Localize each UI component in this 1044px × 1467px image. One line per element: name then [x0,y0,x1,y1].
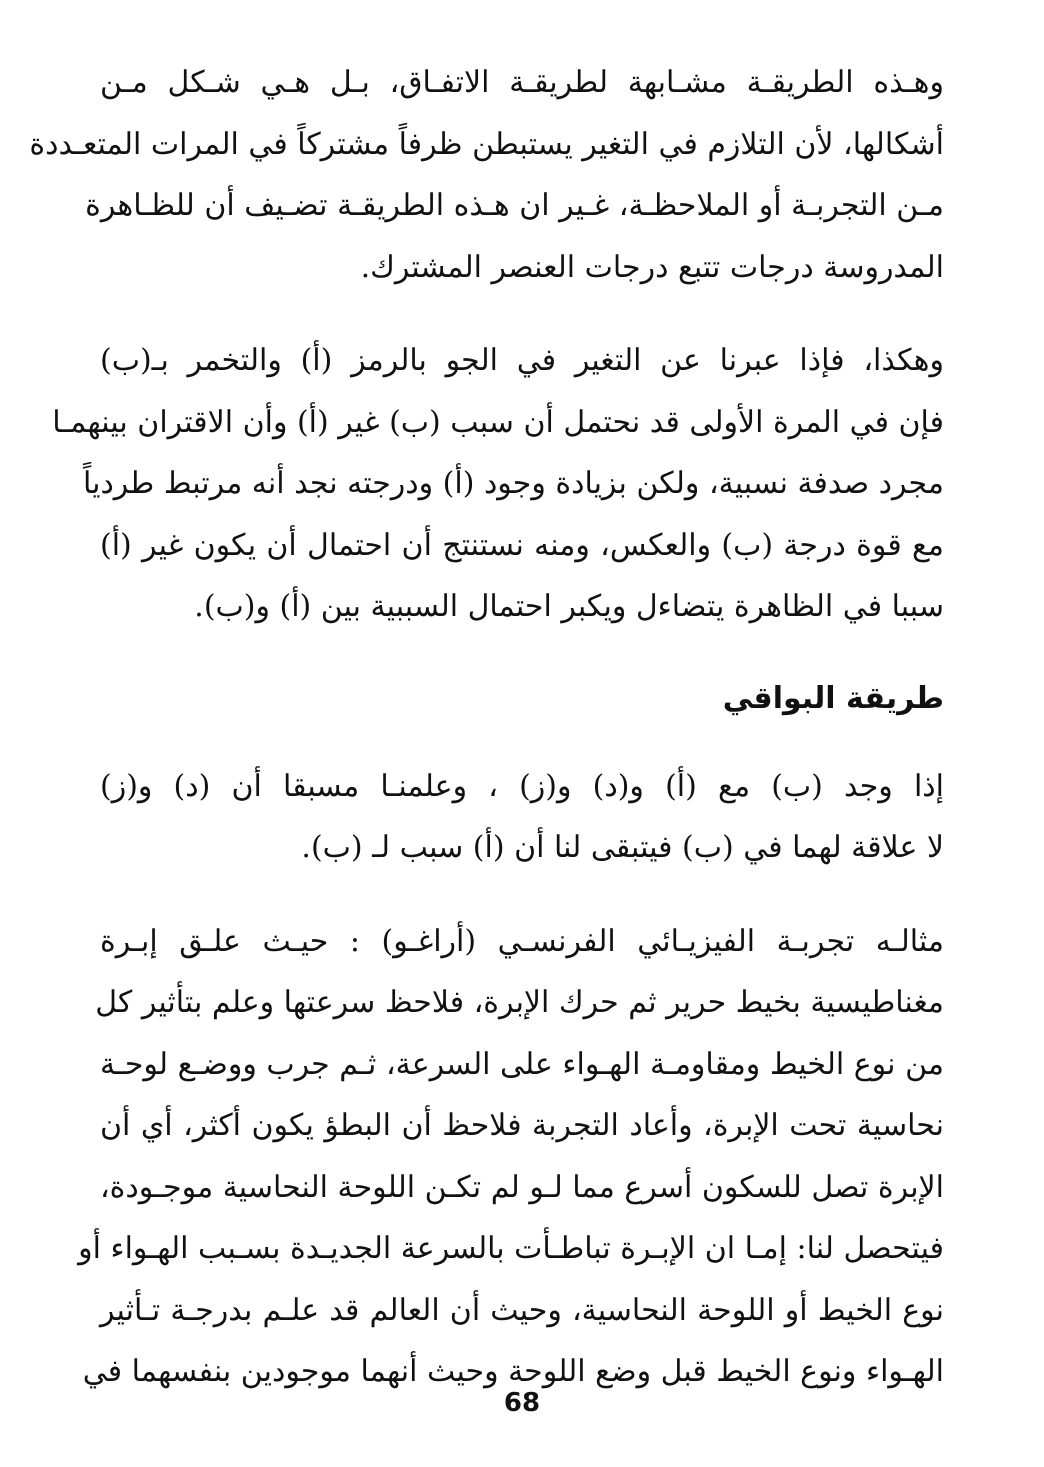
paragraph-arago-experiment [78,911,944,1403]
text-line: فيتحصل لنا: إمـا ان الإبـرة تباطـأت بالسرعة الجديـدة بسـبب الهـواء أو [78,1231,944,1266]
text-line: وهـذه الطريقـة مشـابهة لطريقـة الاتفـاق، بـل هـي شـكل مـن [100,65,944,100]
text-line: مثالـه تجربـة الفيزيـائي الفرنسـي (أراغـو) : حيـث علـق إبـرة [100,923,944,959]
text-line: المدروسة درجات تتبع درجات العنصر المشترك. [360,249,944,285]
text-line: مع قوة درجة (ب) والعكس، ومنه نستنتج أن احتمال أن يكون غير (أ) [100,527,944,563]
page-number: 68 [503,1388,541,1418]
text-line: فإن في المرة الأولى قد نحتمل أن سبب (ب) غير (أ) وأن الاقتران بينهمـا [52,404,944,440]
text-line: لا علاقة لهما في (ب) فيتبقى لنا أن (أ) سبب لـ (ب). [301,830,944,865]
paragraph-example-symbols [52,330,944,638]
text-line: وهكذا، فإذا عبرنا عن التغير في الجو بالرمز (أ) والتخمر بـ(ب) [100,343,944,378]
page-body [29,52,944,1403]
paragraph-concomitant-variation [29,52,944,298]
section-heading: طريقة البواقي [722,680,944,716]
paragraph-method-of-residues [100,756,944,879]
text-line: نوع الخيط أو اللوحة النحاسية، وحيث أن العالم قد علـم بدرجـة تـأثير [100,1292,944,1328]
text-line: من نوع الخيط ومقاومـة الهـواء على السرعة، ثـم جرب ووضـع لوحـة [100,1046,944,1082]
text-line: مـن التجربـة أو الملاحظـة، غـير ان هـذه الطريقـة تضـيف أن للظـاهرة [85,188,944,223]
text-line: أشكالها، لأن التلازم في التغير يستبطن ظرفاً مشتركاً في المرات المتعـددة [29,126,944,162]
text-line: الإبرة تصل للسكون أسرع مما لـو لم تكـن اللوحة النحاسية موجـودة، [100,1169,944,1205]
text-line: نحاسية تحت الإبرة، وأعاد التجربة فلاحظ أن البطؤ يكون أكثر، أي أن [100,1108,944,1143]
text-line: الهـواء ونوع الخيط قبل وضع اللوحة وحيث أنهما موجودين بنفسهما في [82,1354,944,1389]
text-line: سببا في الظاهرة يتضاءل ويكبر احتمال السببية بين (أ) و(ب). [194,589,944,624]
text-line: مجرد صدفة نسبية، ولكن بزيادة وجود (أ) ودرجته نجد أنه مرتبط طردياً [82,466,944,501]
text-line: إذا وجد (ب) مع (أ) و(د) و(ز) ، وعلمنـا مسبقا أن (د) و(ز) [100,768,944,804]
text-line: مغناطيسية بخيط حرير ثم حرك الإبرة، فلاحظ سرعتها وعلم بتأثير كل [95,985,944,1020]
